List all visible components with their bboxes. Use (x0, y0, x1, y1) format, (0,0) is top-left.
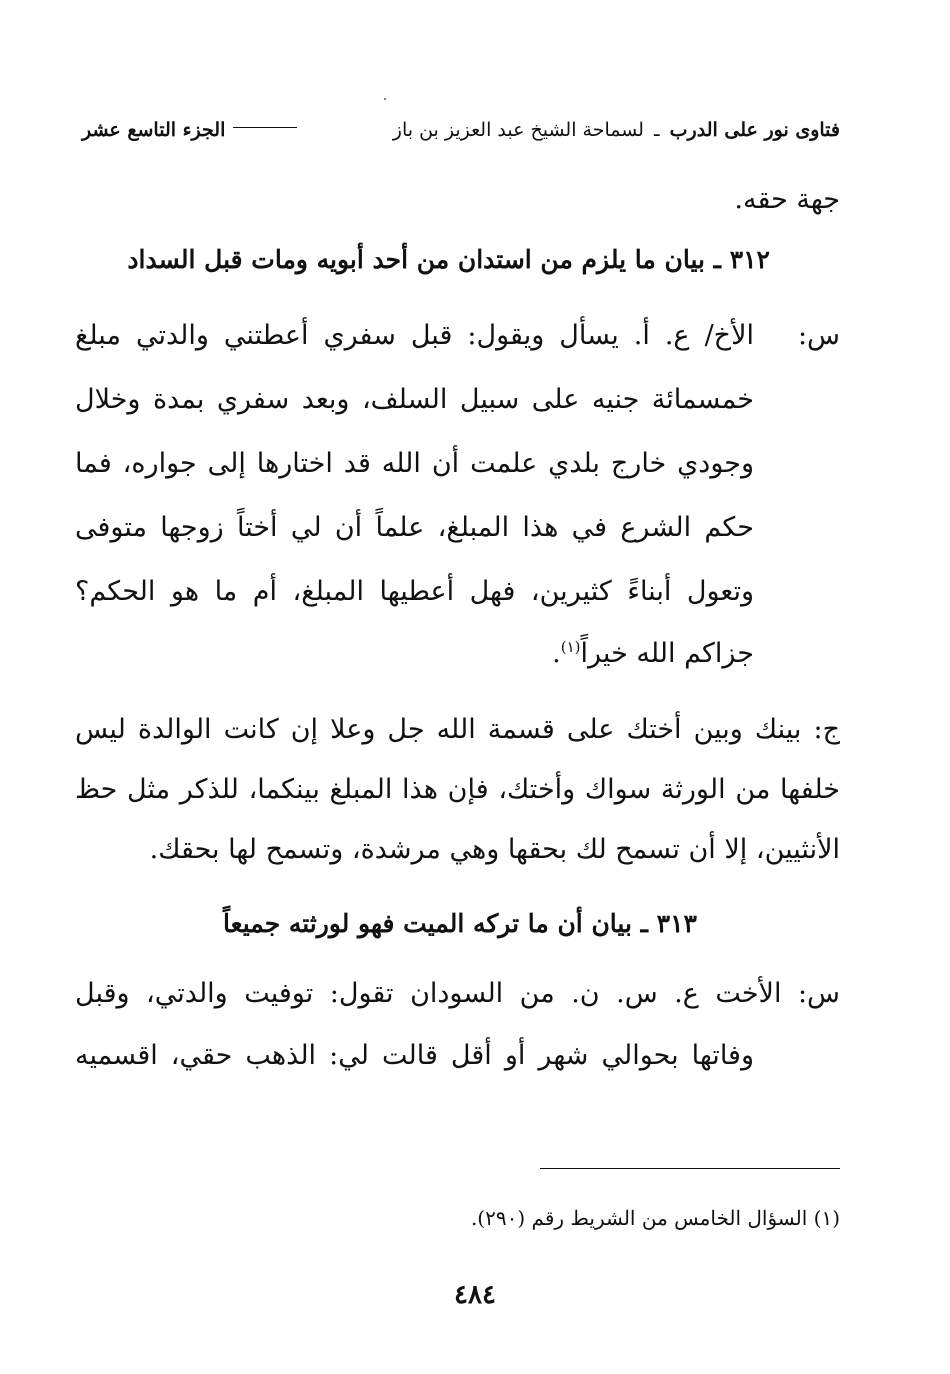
carry-over-text: جهة حقه. (734, 184, 840, 215)
header-rule (233, 127, 297, 128)
question-line: الأخ/ ع. أ. يسأل ويقول: قبل سفري أعطتني والدتي مبلغ (75, 320, 754, 351)
question-end-punctuation: . (552, 638, 561, 669)
question-closing-text: جزاكم الله خيراً (580, 638, 754, 669)
question-last-line (552, 634, 754, 674)
section-heading-312: ٣١٢ ـ بيان ما يلزم من استدان من أحد أبويه ومات قبل السداد (127, 245, 770, 274)
question-marker: س: (797, 320, 840, 351)
header-title-group (393, 119, 840, 141)
question-line: حكم الشرع في هذا المبلغ، علماً أن لي أختاً زوجها متوفى (75, 512, 754, 543)
section-heading-313: ٣١٣ ـ بيان أن ما تركه الميت فهو لورثته جميعاً (223, 909, 697, 938)
header-part-group (82, 119, 305, 141)
question-line: وجودي خارج بلدي علمت أن الله قد اختارها إلى جواره، فما (75, 448, 754, 479)
answer-line: خلفها من الورثة سواك وأختك، فإن هذا المبلغ بينكما، للذكر مثل حظ (75, 774, 840, 805)
answer-line: ج: بينك وبين أختك على قسمة الله جل وعلا إن كانت الوالدة ليس (75, 714, 840, 745)
footnote-separator (540, 1168, 840, 1169)
running-header (82, 112, 840, 148)
question-line: وتعول أبناءً كثيرين، فهل أعطيها المبلغ، أم ما هو الحكم؟ (75, 576, 754, 607)
header-separator: ـ (654, 119, 660, 141)
header-book-title: فتاوى نور على الدرب (669, 119, 840, 141)
question-line: خمسمائة جنيه على سبيل السلف، وبعد سفري بمدة وخلال (75, 384, 754, 415)
header-author: لسماحة الشيخ عبد العزيز بن باز (392, 119, 644, 141)
header-part: الجزء التاسع عشر (82, 119, 226, 141)
question-line: س: الأخت ع. س. ن. من السودان تقول: توفيت والدتي، وقبل (75, 978, 840, 1009)
answer-line: الأنثيين، إلا أن تسمح لك بحقها وهي مرشدة، وتسمح لها بحقك. (149, 834, 840, 865)
print-speck (384, 98, 386, 100)
footnote-reference: (١) (560, 638, 581, 656)
page-number: ٤٨٤ (454, 1280, 496, 1310)
question-line: وفاتها بحوالي شهر أو أقل قالت لي: الذهب حقي، اقسميه (75, 1040, 754, 1071)
footnote-text: (١) السؤال الخامس من الشريط رقم (٢٩٠). (470, 1206, 840, 1230)
